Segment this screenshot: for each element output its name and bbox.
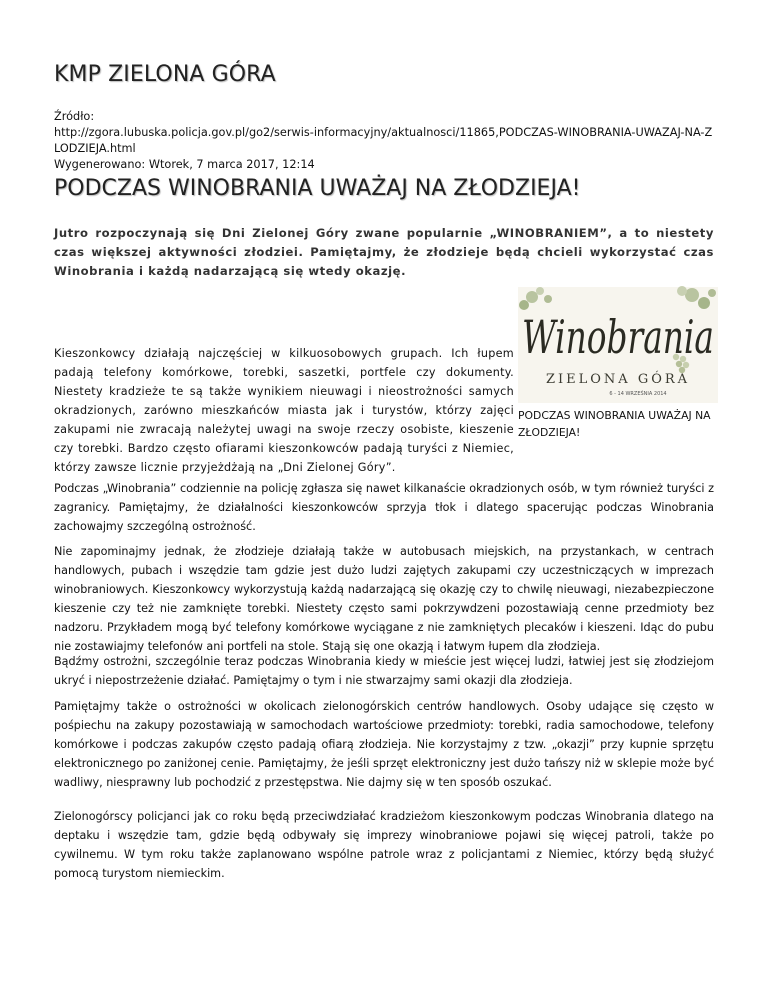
article-paragraph-6: Zielonogórscy policjanci jak co roku będą przeciwdziałać kradzieżom kieszonkowym podczas Winobrania dlatego na deptaku i wszędzie tam, gdzie będą odbywały się imprezy winobraniowe pojawi się więcej patroli, także po cywilnemu. W tym roku także zaplanowano wspólne patrole wraz z policjantami z Niemiec, którzy będą służyć pomocą turystom niemieckim. bbox=[54, 810, 714, 880]
poster-date-text: 6 - 14 WRZEŚNIA 2014 bbox=[609, 391, 667, 397]
article-lead: Jutro rozpoczynają się Dni Zielonej Góry zwane popularnie „WINOBRANIEM”, a to niestety czas większej aktywności złodziei. Pamiętajmy, że złodzieje będą chcieli wykorzystać czas Winobrania i każdą nadarzającą się wtedy okazję. bbox=[54, 226, 714, 278]
poster-logo-text: Winobrania bbox=[522, 310, 714, 364]
article-title: PODCZAS WINOBRANIA UWAŻAJ NA ZŁODZIEJA! bbox=[54, 176, 581, 201]
article-paragraph-4: Bądźmy ostrożni, szczególnie teraz podczas Winobrania kiedy w mieście jest więcej ludzi, łatwiej jest się złodziejom ukryć i niepostrzeżenie działać. Pamiętajmy o tym i nie stwarzajmy sami okazji dla złodzieja. bbox=[54, 655, 714, 687]
winobranie-poster-image bbox=[518, 287, 718, 403]
source-url[interactable]: http://zgora.lubuska.policja.gov.pl/go2/serwis-informacyjny/aktualnosci/11865,PODCZAS-WINOBRANIA-UWAZAJ-NA-ZLODZIEJA.html bbox=[54, 126, 713, 155]
poster-city-text: ZIELONA GÓRA bbox=[545, 372, 691, 387]
article-figure bbox=[518, 287, 718, 441]
source-info bbox=[54, 109, 714, 173]
article-paragraph-3: Nie zapominajmy jednak, że złodzieje działają także w autobusach miejskich, na przystankach, w centrach handlowych, pubach i wszędzie tam gdzie jest dużo ludzi zajętych zakupami czy uczestniczących w imprezach winobraniowych. Kieszonkowcy wykorzystują każdą nadarzającą się okazję czy to chwilę nieuwagi, niezabezpieczone kieszenie czy też nie zamknięte torebki. Niestety często sami pokrzywdzeni pozostawiają cenne przedmioty bez nadzoru. Przykładem mogą być telefony komórkowe wyciągane z nie zamkniętych plecaków i kieszeni. Idąc do pubu nie zostawiajmy telefonów ani portfeli na stole. Stają się one okazją i łatwym łupem dla złodzieja. bbox=[54, 545, 714, 653]
article-paragraph-5: Pamiętajmy także o ostrożności w okolicach zielonogórskich centrów handlowych. Osoby udające się często w pośpiechu na zakupy pozostawiają w samochodach wartościowe przedmioty: torebki, radia samochodowe, telefony komórkowe i podczas zakupów często padają ofiarą złodzieja. Nie korzystajmy z tzw. „okazji” przy kupnie sprzętu elektronicznego po zaniżonej cenie. Pamiętajmy, że jeśli sprzęt elektroniczny jest dużo tańszy niż w sklepie może być wadliwy, niesprawny lub pochodzić z przestępstwa. Nie dajmy się w ten sposób oszukać. bbox=[54, 700, 714, 789]
article-paragraph-1: Kieszonkowcy działają najczęściej w kilkuosobowych grupach. Ich łupem padają telefony komórkowe, torebki, saszetki, portfele czy dokumenty. Niestety kradzieże te są także wynikiem nieuwagi i nieostrożności samych okradzionych, zarówno mieszkańców miasta jak i turystów, którzy zajęci zakupami nie zwracają należytej uwagi na swoje rzeczy osobiste, kieszenie czy torebki. Bardzo często ofiarami kieszonkowców padają turyści z Niemiec, którzy zawsze licznie przyjeżdżają na „Dni Zielonej Góry”. bbox=[54, 347, 514, 474]
article-paragraph-2: Podczas „Winobrania” codziennie na policję zgłasza się nawet kilkanaście okradzionych osób, w tym również turyści z zagranicy. Pamiętajmy, że działalności kieszonkowców sprzyja tłok i dlatego spacerując podczas Winobrania zachowajmy szczególną ostrożność. bbox=[54, 482, 714, 533]
site-title: KMP ZIELONA GÓRA bbox=[54, 62, 276, 87]
generated-date: Wygenerowano: Wtorek, 7 marca 2017, 12:14 bbox=[54, 158, 315, 171]
image-caption: PODCZAS WINOBRANIA UWAŻAJ NA ZŁODZIEJA! bbox=[518, 409, 711, 439]
source-label: Źródło: bbox=[54, 110, 95, 123]
